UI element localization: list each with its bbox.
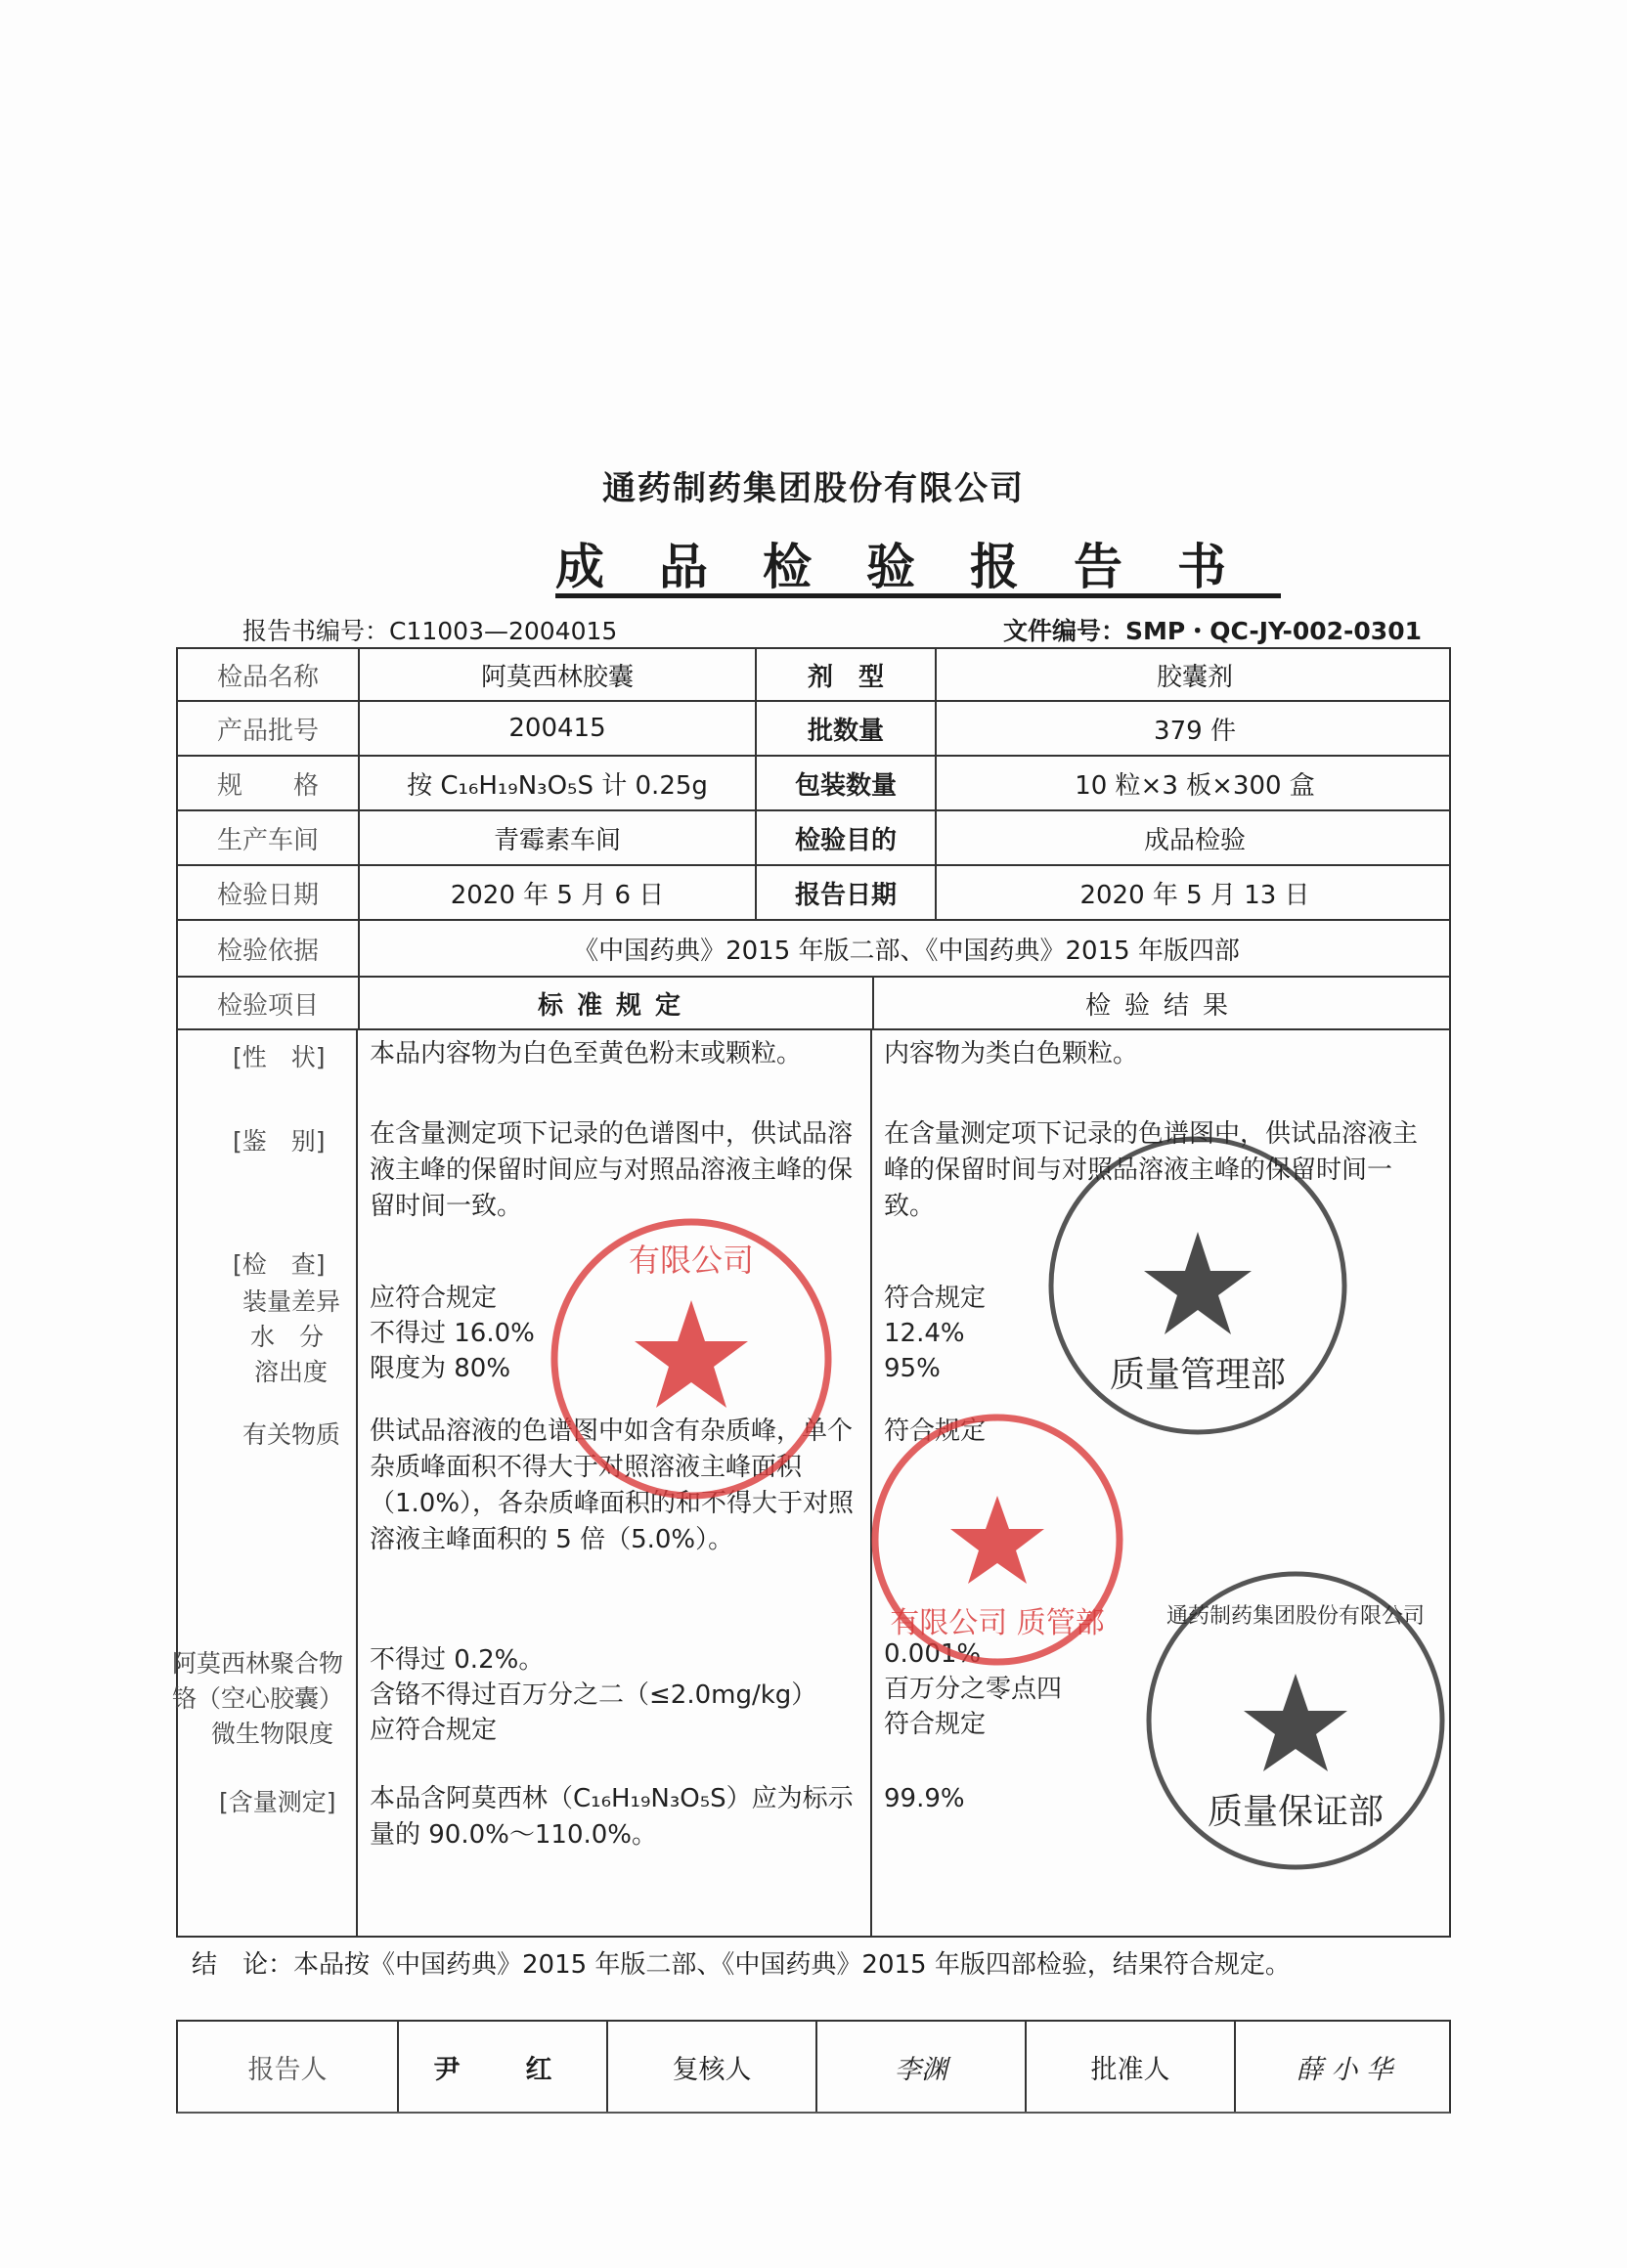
value-workshop: 青霉素车间 [358, 811, 755, 864]
label-reporter: 报告人 [247, 2054, 328, 2085]
label-dosage-form: 剂 型 [755, 649, 935, 700]
item-chromium: 铬（空心胶囊） [172, 1684, 344, 1713]
row-items-header [178, 978, 1449, 1030]
black-seal-quality-assurance [1134, 1564, 1457, 1877]
company-name: 通药制药集团股份有限公司 [602, 469, 1025, 508]
document-title: 成品检验报告书 [555, 539, 1281, 595]
label-batch-qty: 批数量 [755, 702, 935, 755]
conclusion: 结 论：本品按《中国药典》2015 年版二部、《中国药典》2015 年版四部检验，结果符合规定。 [192, 1950, 1291, 1980]
label-workshop: 生产车间 [216, 825, 319, 855]
res-microbial-limit: 符合规定 [884, 1710, 987, 1739]
label-pack: 包装数量 [755, 757, 935, 809]
std-microbial-limit: 应符合规定 [370, 1716, 498, 1745]
header-standard: 标准规定 [358, 978, 872, 1028]
value-test-date: 2020 年 5 月 6 日 [358, 866, 755, 919]
value-basis: 《中国药典》2015 年版二部、《中国药典》2015 年版四部 [358, 921, 1453, 976]
label-purpose: 检验目的 [755, 811, 935, 864]
std-chromium: 含铬不得过百万分之二（≤2.0mg/kg） [370, 1680, 817, 1710]
res-appearance: 内容物为类白色颗粒。 [884, 1039, 1139, 1069]
std-identification: 在含量测定项下记录的色谱图中，供试品溶液主峰的保留时间应与对照品溶液主峰的保留时间一致。 [370, 1119, 854, 1221]
res-assay: 99.9% [884, 1784, 965, 1813]
label-spec: 规 格 [216, 770, 319, 801]
stamp4-text: 通药制药集团股份有限公司 [1165, 1604, 1426, 1629]
value-report-date: 2020 年 5 月 13 日 [935, 866, 1453, 919]
value-approver-signature: 薛 小 华 [1234, 2022, 1453, 2112]
stamp3-text: 有限公司 质管部 [890, 1606, 1105, 1640]
label-approver: 批准人 [1025, 2022, 1234, 2112]
label-test-date: 检验日期 [216, 880, 319, 910]
stamp1-text: 有限公司 [628, 1242, 755, 1279]
item-polymer: 阿莫西林聚合物 [172, 1649, 344, 1678]
item-weight-variation: 装量差异 [242, 1287, 341, 1316]
std-related-substances: 供试品溶液的色谱图中如含有杂质峰，单个杂质峰面积不得大于对照溶液主峰面积（1.0%），各杂质峰面积的和不得大于对照溶液主峰面积的 5 倍（5.0%）。 [370, 1417, 855, 1554]
res-related-substances: 符合规定 [884, 1417, 987, 1446]
label-basis: 检验依据 [216, 936, 319, 966]
red-seal-center [860, 1408, 1134, 1672]
label-product-name: 检品名称 [216, 662, 319, 692]
res-chromium: 百万分之零点四 [884, 1675, 1063, 1704]
header-item: 检验项目 [216, 990, 319, 1021]
item-appearance: [性 状] [233, 1043, 326, 1071]
stamp4-sub: 质量保证部 [1207, 1792, 1385, 1832]
label-batch-no: 产品批号 [216, 716, 319, 746]
header-result: 检验结果 [872, 978, 1453, 1028]
signature-row [176, 2020, 1451, 2114]
row-batch [178, 702, 1449, 757]
std-dissolution: 限度为 80% [370, 1354, 511, 1383]
red-seal-left [540, 1212, 843, 1505]
std-polymer: 不得过 0.2%。 [370, 1645, 545, 1675]
item-microbial-limit: 微生物限度 [211, 1720, 334, 1748]
value-batch-no: 200415 [358, 702, 755, 755]
label-report-date: 报告日期 [755, 866, 935, 919]
black-seal-quality-management [1036, 1124, 1359, 1447]
value-purpose: 成品检验 [935, 811, 1453, 864]
value-reporter: 尹 红 [397, 2022, 606, 2112]
value-batch-qty: 379 件 [935, 702, 1453, 755]
item-check: [检 查] [233, 1250, 326, 1279]
divider-col1 [356, 1030, 358, 1938]
label-reviewer: 复核人 [606, 2022, 815, 2112]
stamp2-text: 质量管理部 [1109, 1355, 1287, 1395]
res-weight-variation: 符合规定 [884, 1284, 987, 1313]
report-number: 报告书编号：C11003—2004015 [242, 617, 618, 645]
item-assay: [含量测定] [219, 1788, 336, 1816]
value-dosage-form: 胶囊剂 [935, 649, 1453, 700]
value-reviewer-signature: 李渊 [815, 2022, 1025, 2112]
value-product-name: 阿莫西林胶囊 [358, 649, 755, 700]
value-pack: 10 粒×3 板×300 盒 [935, 757, 1453, 809]
item-identification: [鉴 别] [233, 1127, 326, 1156]
res-water: 12.4% [884, 1319, 965, 1348]
row-spec [178, 757, 1449, 811]
row-workshop [178, 811, 1449, 866]
res-identification: 在含量测定项下记录的色谱图中，供试品溶液主峰的保留时间与对照品溶液主峰的保留时间一致。 [884, 1119, 1419, 1221]
document-number: 文件编号：SMP・QC-JY-002-0301 [1002, 617, 1422, 645]
res-dissolution: 95% [884, 1354, 941, 1383]
std-water: 不得过 16.0% [370, 1319, 535, 1348]
row-dates [178, 866, 1449, 921]
item-related-substances: 有关物质 [242, 1420, 341, 1449]
res-polymer: 0.001% [884, 1639, 982, 1669]
value-spec: 按 C₁₆H₁₉N₃O₅S 计 0.25g [358, 757, 755, 809]
std-appearance: 本品内容物为白色至黄色粉末或颗粒。 [370, 1039, 803, 1069]
std-weight-variation: 应符合规定 [370, 1284, 498, 1313]
row-basis [178, 921, 1449, 978]
item-water: 水 分 [250, 1323, 325, 1351]
item-dissolution: 溶出度 [254, 1358, 329, 1386]
row-product-name [178, 649, 1449, 702]
std-assay: 本品含阿莫西林（C₁₆H₁₉N₃O₅S）应为标示量的 90.0%～110.0%。 [370, 1784, 854, 1850]
